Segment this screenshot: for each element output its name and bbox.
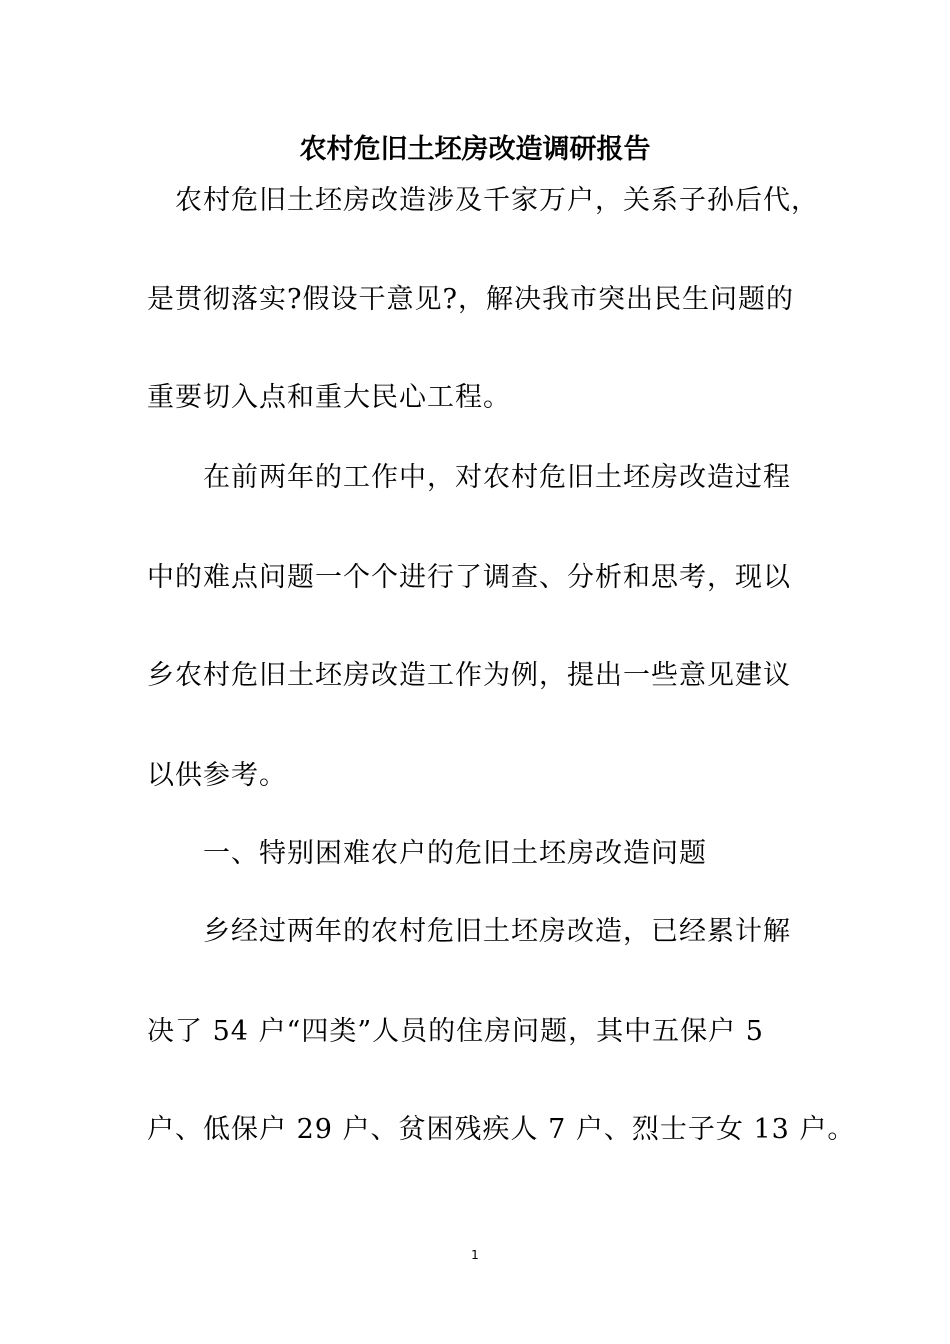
paragraph-line: 乡经过两年的农村危旧土坯房改造，已经累计解 [203,916,791,947]
paragraph-line: 乡农村危旧土坯房改造工作为例，提出一些意见建议 [147,660,791,691]
paragraph-line: 农村危旧土坯房改造涉及千家万户，关系子孙后代， [175,185,819,216]
paragraph-line: 户、低保户 29 户、贫困残疾人 7 户、烈士子女 13 户。 [147,1114,856,1145]
section-heading: 一、特别困难农户的危旧土坯房改造问题 [203,838,707,869]
paragraph-line: 中的难点问题一个个进行了调查、分析和思考，现以 [147,562,791,593]
document-title: 农村危旧土坯房改造调研报告 [299,134,651,165]
paragraph-line: 重要切入点和重大民心工程。 [147,382,511,413]
page-number: 1 [471,1248,479,1262]
paragraph-line: 是贯彻落实?假设干意见?，解决我市突出民生问题的 [147,284,794,315]
paragraph-line: 以供参考。 [147,760,287,791]
paragraph-line: 在前两年的工作中，对农村危旧土坯房改造过程 [203,462,791,493]
paragraph-line: 决了 54 户“四类”人员的住房问题，其中五保户 5 [147,1016,764,1047]
